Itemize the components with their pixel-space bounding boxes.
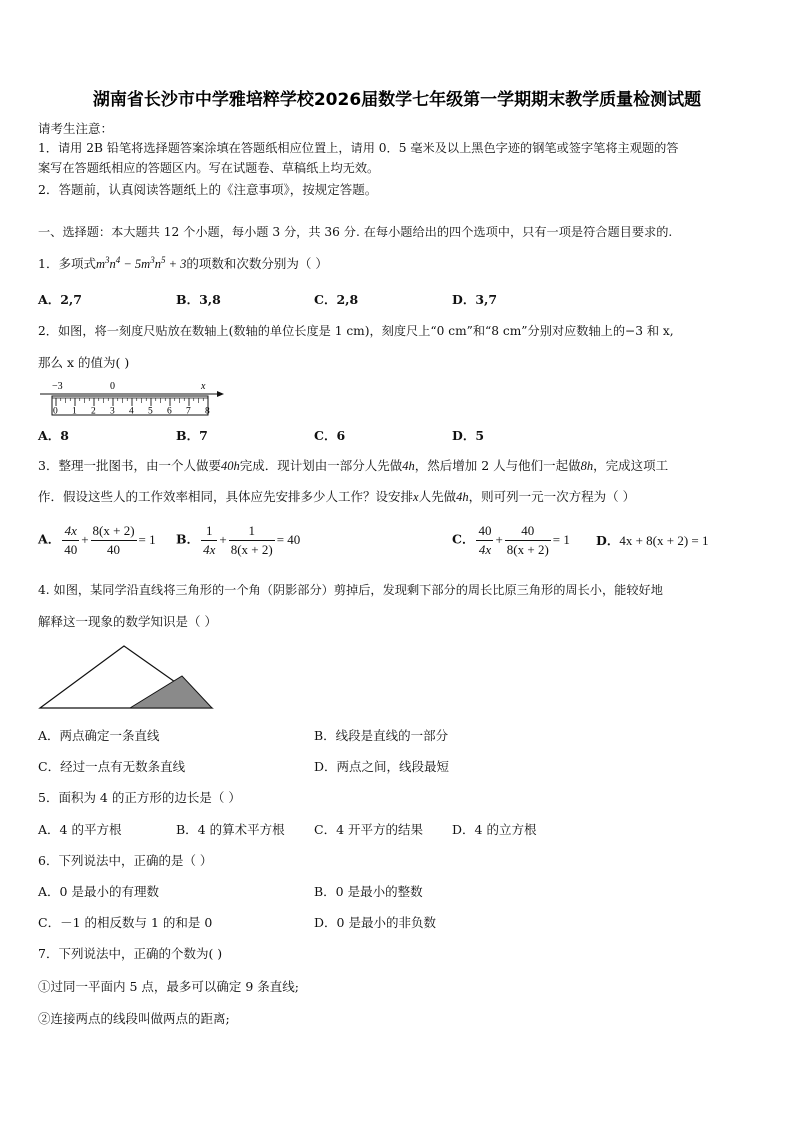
q2-option-d[interactable]: D．5 bbox=[452, 428, 485, 443]
question-2-line-2: 那么 x 的值为( ) bbox=[38, 355, 130, 370]
q4-option-b[interactable]: B．线段是直线的一部分 bbox=[314, 728, 449, 743]
q6-option-a[interactable]: A．0 是最小的有理数 bbox=[38, 884, 159, 899]
cut-triangle-figure bbox=[38, 642, 214, 712]
question-4-line-1: 4. 如图，某同学沿直线将三角形的一个角（阴影部分）剪掉后，发现剩下部分的周长比原三角形的周长小，能较好地 bbox=[38, 583, 663, 597]
q5-option-a[interactable]: A．4 的平方根 bbox=[38, 822, 122, 837]
notice-item-2: 2．答题前，认真阅读答题纸上的《注意事项》，按规定答题。 bbox=[38, 182, 378, 197]
ruler-tick-label: 0 bbox=[53, 406, 58, 417]
q1-option-a[interactable]: A．2,7 bbox=[38, 292, 82, 307]
notice-item-1-line-2: 案写在答题纸相应的答题区内。写在试题卷、草稿纸上均无效。 bbox=[38, 161, 380, 175]
q1-option-d[interactable]: D．3,7 bbox=[452, 292, 498, 307]
q6-option-d[interactable]: D．0 是最小的非负数 bbox=[314, 915, 436, 930]
number-line-label-0: 0 bbox=[110, 381, 115, 392]
number-line-label-minus-3: −3 bbox=[52, 381, 63, 392]
q5-option-b[interactable]: B．4 的算术平方根 bbox=[176, 822, 285, 837]
q5-option-d[interactable]: D．4 的立方根 bbox=[452, 822, 537, 837]
q1-prefix: 1．多项式 bbox=[38, 256, 96, 272]
q2-option-a[interactable]: A．8 bbox=[38, 428, 69, 443]
ruler-tick-label: 4 bbox=[129, 406, 134, 417]
q1-option-c[interactable]: C．2,8 bbox=[314, 292, 359, 307]
q4-option-c[interactable]: C．经过一点有无数条直线 bbox=[38, 759, 186, 774]
q4-option-d[interactable]: D．两点之间，线段最短 bbox=[314, 759, 450, 774]
question-4-line-2: 解释这一现象的数学知识是（ ） bbox=[38, 614, 217, 629]
q1-suffix: 的项数和次数分别为（ ） bbox=[186, 256, 328, 272]
q6-option-b[interactable]: B．0 是最小的整数 bbox=[314, 884, 423, 899]
question-6-stem: 6．下列说法中，正确的是（ ） bbox=[38, 853, 213, 868]
q3-option-c[interactable]: C． $\frac{40}{4x}$ + $\frac{40}{8(x + 2)}$ = 1 bbox=[452, 523, 570, 557]
q5-option-c[interactable]: C．4 开平方的结果 bbox=[314, 822, 423, 837]
section-heading: 一、选择题：本大题共 12 个小题，每小题 3 分，共 36 分. 在每小题给出的四个选项中，只有一项是符合题目要求的. bbox=[38, 225, 673, 239]
question-1-stem bbox=[38, 255, 328, 273]
q2-option-b[interactable]: B．7 bbox=[176, 428, 208, 443]
q3-option-d[interactable]: D．4x + 8(x + 2) = 1 bbox=[596, 533, 709, 549]
ruler-tick-label: 3 bbox=[110, 406, 115, 417]
q1-expression: $m^3n^4 - 5m^3n^5 + 3$ bbox=[95, 255, 187, 272]
q4-option-a[interactable]: A．两点确定一条直线 bbox=[38, 728, 160, 743]
question-2-line-1: 2．如图，将一刻度尺贴放在数轴上(数轴的单位长度是 1 cm)，刻度尺上“0 cm”和“8 cm”分别对应数轴上的−3 和 x, bbox=[38, 324, 674, 338]
question-3-line-2: 作．假设这些人的工作效率相同，具体应先安排多少人工作？设安排x人先做4h，则可列一元一次方程为（ ） bbox=[38, 489, 636, 504]
ruler-on-number-line-figure bbox=[38, 378, 224, 418]
question-7-stem: 7．下列说法中，正确的个数为( ) bbox=[38, 946, 223, 961]
ruler-tick-label: 5 bbox=[148, 406, 153, 417]
q1-option-b[interactable]: B．3,8 bbox=[176, 292, 221, 307]
number-line-label-x: x bbox=[201, 381, 206, 392]
q2-option-c[interactable]: C．6 bbox=[314, 428, 346, 443]
ruler-tick-label: 6 bbox=[167, 406, 172, 417]
ruler-tick-label: 8 bbox=[205, 406, 210, 417]
page-title: 湖南省长沙市中学雅培粹学校2026届数学七年级第一学期期末教学质量检测试题 bbox=[92, 90, 702, 110]
number-line-arrow-icon bbox=[217, 391, 224, 397]
q3-option-a[interactable]: A． $\frac{4x}{40}$ + $\frac{8(x + 2)}{40}$ = 1 bbox=[38, 523, 156, 557]
q7-statement-1: ①过同一平面内 5 点，最多可以确定 9 条直线; bbox=[38, 979, 300, 994]
ruler-tick-label: 1 bbox=[72, 406, 77, 417]
q7-statement-2: ②连接两点的线段叫做两点的距离; bbox=[38, 1011, 230, 1026]
q3-option-b[interactable]: B． $\frac{1}{4x}$ + $\frac{1}{8(x + 2)}$ = 40 bbox=[176, 523, 301, 557]
notice-item-1-line-1: 1．请用 2B 铅笔将选择题答案涂填在答题纸相应位置上，请用 0．5 毫米及以上黑色字迹的钢笔或签字笔将主观题的答 bbox=[38, 141, 679, 155]
notice-heading: 请考生注意： bbox=[38, 121, 114, 136]
question-5-stem: 5．面积为 4 的正方形的边长是（ ） bbox=[38, 790, 241, 805]
q6-option-c[interactable]: C．－1 的相反数与 1 的和是 0 bbox=[38, 915, 213, 930]
ruler-tick-label: 7 bbox=[186, 406, 191, 417]
ruler-tick-label: 2 bbox=[91, 406, 96, 417]
question-3-line-1: 3．整理一批图书，由一个人做要40h完成．现计划由一部分人先做4h，然后增加 2 人与他们一起做8h，完成这项工 bbox=[38, 458, 669, 473]
